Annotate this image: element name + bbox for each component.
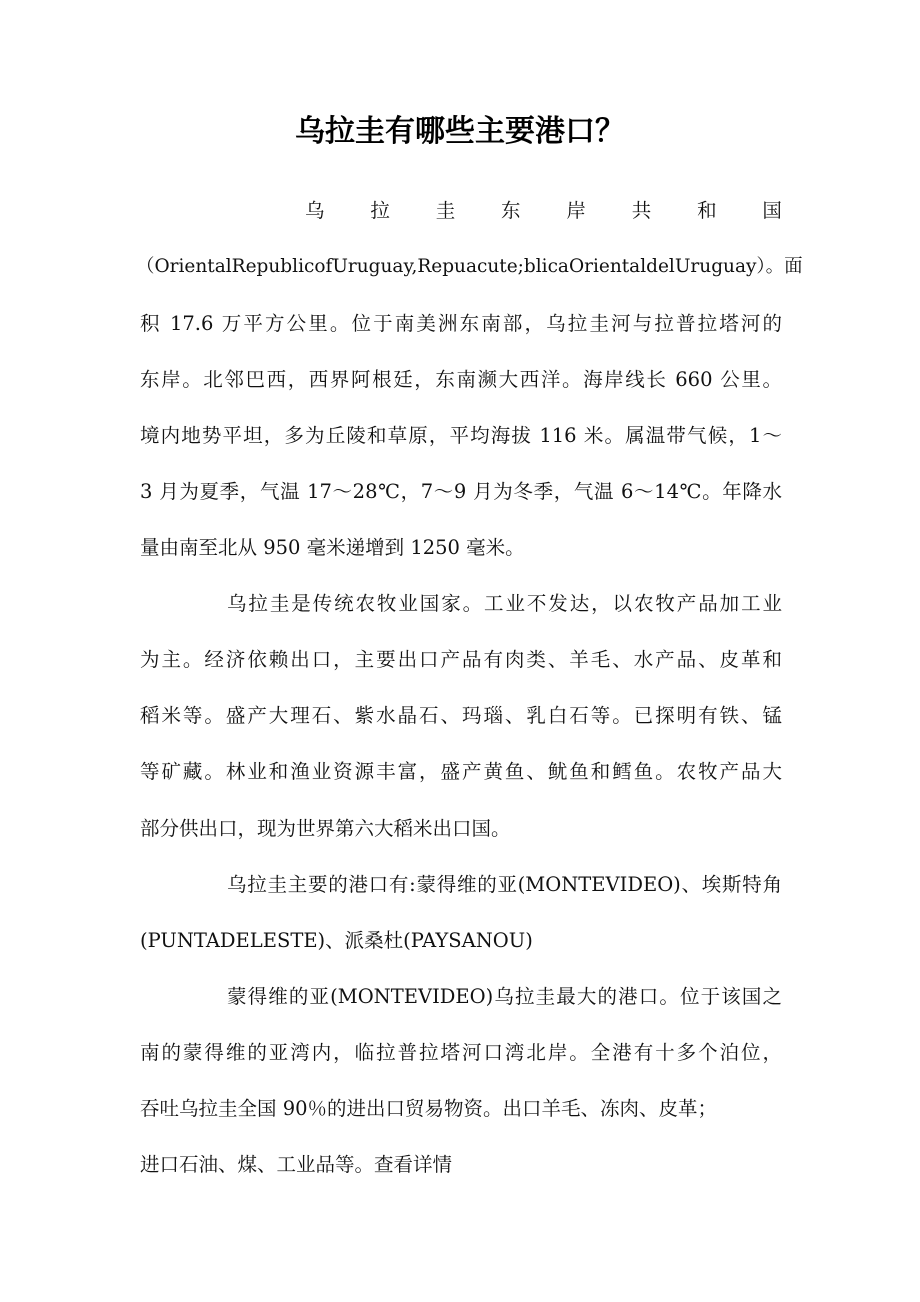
paragraph-4-line: 吞吐乌拉圭全国 90％的进出口贸易物资。出口羊毛、冻肉、皮革； — [140, 1097, 718, 1120]
paragraph-1-line: 量由南至北从 950 毫米递增到 1250 毫米。 — [140, 536, 525, 559]
lead-char: 共 — [631, 199, 652, 222]
lead-char: 乌 — [305, 199, 325, 222]
lead-char: 岸 — [566, 199, 586, 222]
paragraph-2-line: 稻米等。盛产大理石、紫水晶石、玛瑙、乳白石等。已探明有铁、锰 — [140, 704, 782, 727]
paragraph-1-lead-line — [305, 196, 782, 226]
paragraph-1-line: 3 月为夏季，气温 17～28℃，7～9 月为冬季，气温 6～14℃。年降水 — [140, 480, 782, 503]
paragraph-1-line: 积 17.6 万平方公里。位于南美洲东南部，乌拉圭河与拉普拉塔河的 — [140, 312, 782, 335]
paragraph-4-line: 进口石油、煤、工业品等。查看详情 — [140, 1153, 453, 1176]
lead-char: 东 — [501, 199, 521, 222]
lead-char: 圭 — [435, 199, 456, 222]
page-title: 乌拉圭有哪些主要港口？ — [295, 114, 625, 149]
lead-char: 拉 — [370, 199, 390, 222]
lead-char: 国 — [762, 199, 782, 222]
paragraph-1-line: （OrientalRepublicofUruguay,Repuacute;blicaOrientaldelUruguay）。面 — [136, 256, 803, 277]
paragraph-4-line: 蒙得维的亚(MONTEVIDEO)乌拉圭最大的港口。位于该国之 — [227, 985, 782, 1008]
paragraph-2-line: 为主。经济依赖出口，主要出口产品有肉类、羊毛、水产品、皮革和 — [140, 648, 782, 671]
paragraph-3-line: 乌拉圭主要的港口有:蒙得维的亚(MONTEVIDEO)、埃斯特角 — [227, 873, 782, 896]
paragraph-4-line: 南的蒙得维的亚湾内，临拉普拉塔河口湾北岸。全港有十多个泊位， — [140, 1041, 782, 1064]
paragraph-2-line: 等矿藏。林业和渔业资源丰富，盛产黄鱼、鱿鱼和鳕鱼。农牧产品大 — [140, 760, 782, 783]
paragraph-2-line: 乌拉圭是传统农牧业国家。工业不发达，以农牧产品加工业 — [227, 592, 782, 615]
paragraph-2-line: 部分供出口，现为世界第六大稻米出口国。 — [140, 817, 511, 840]
paragraph-1-line: 境内地势平坦，多为丘陵和草原，平均海拔 116 米。属温带气候，1～ — [140, 424, 782, 447]
paragraph-3-line: (PUNTADELESTE)、派桑杜(PAYSANOU) — [140, 929, 533, 952]
lead-char: 和 — [697, 199, 717, 222]
paragraph-1-line: 东岸。北邻巴西，西界阿根廷，东南濒大西洋。海岸线长 660 公里。 — [140, 368, 782, 391]
